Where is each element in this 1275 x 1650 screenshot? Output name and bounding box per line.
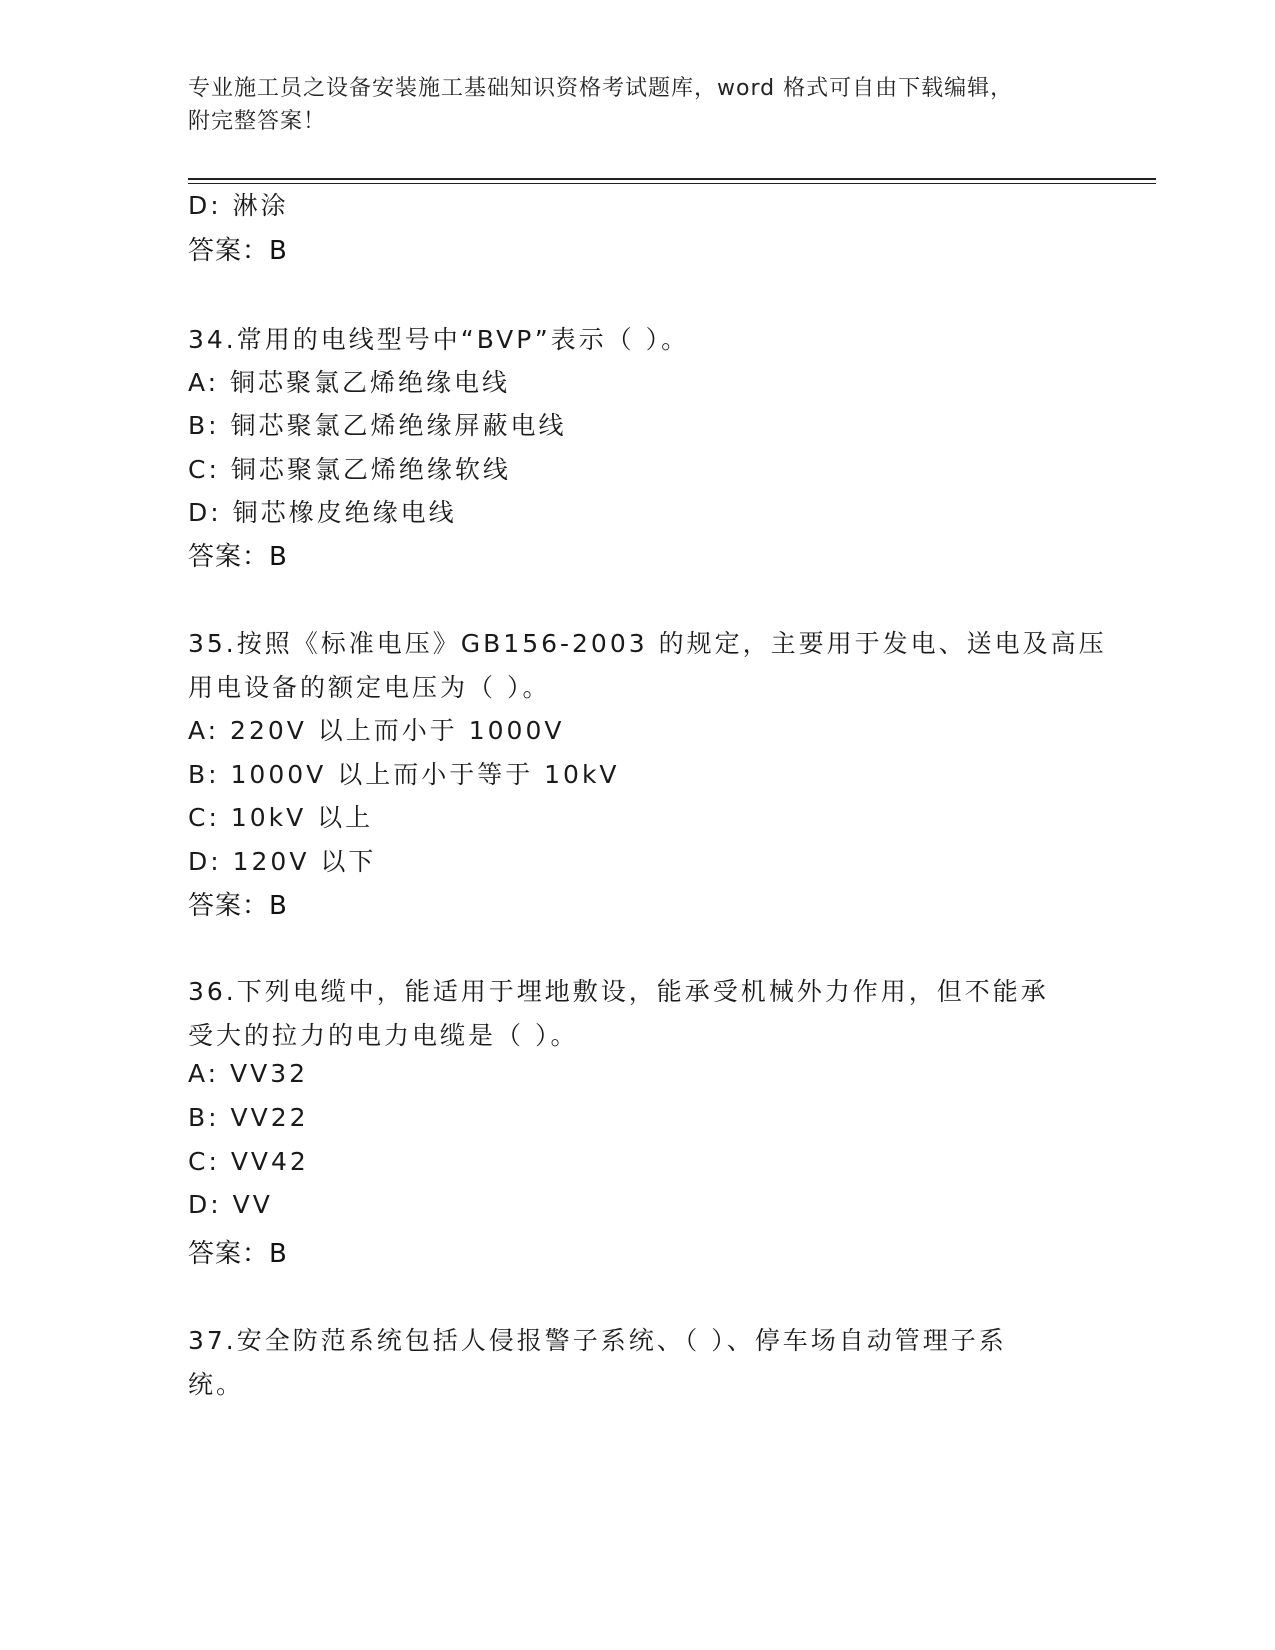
q34-answer: 答案：B bbox=[188, 542, 288, 572]
q33-option-d: D: 淋涂 bbox=[188, 191, 289, 220]
q36-option-d: D: VV bbox=[188, 1190, 273, 1219]
q36-answer: 答案：B bbox=[188, 1239, 288, 1269]
q35-option-d: D: 120V 以下 bbox=[188, 847, 377, 876]
q35-option-b: B: 1000V 以上而小于等于 10kV bbox=[188, 760, 620, 789]
q37-stem-line-1: 37.安全防范系统包括人侵报警子系统、（ ）、停车场自动管理子系 bbox=[188, 1326, 1007, 1355]
q34-option-b: B: 铜芯聚氯乙烯绝缘屏蔽电线 bbox=[188, 411, 567, 440]
document-header bbox=[188, 72, 1088, 138]
q36-option-a: A: VV32 bbox=[188, 1059, 309, 1088]
q33-answer: 答案：B bbox=[188, 236, 288, 266]
q37-stem-line-2: 统。 bbox=[188, 1370, 245, 1399]
q36-stem-line-2: 受大的拉力的电力电缆是（ ）。 bbox=[188, 1021, 579, 1050]
q36-option-c: C: VV42 bbox=[188, 1147, 309, 1176]
header-title-line-1: 专业施工员之设备安装施工基础知识资格考试题库，word 格式可自由下载编辑， bbox=[188, 76, 1014, 101]
q35-answer: 答案：B bbox=[188, 891, 288, 921]
q35-option-c: C: 10kV 以上 bbox=[188, 803, 374, 832]
header-divider-thin bbox=[188, 183, 1156, 184]
header-divider-thick bbox=[188, 178, 1156, 180]
q36-option-b: B: VV22 bbox=[188, 1103, 309, 1132]
header-title-line-2: 附完整答案！ bbox=[188, 109, 327, 134]
q34-option-c: C: 铜芯聚氯乙烯绝缘软线 bbox=[188, 455, 511, 484]
q35-stem-line-2: 用电设备的额定电压为（ ）。 bbox=[188, 673, 551, 702]
q36-stem-line-1: 36.下列电缆中，能适用于埋地敷设，能承受机械外力作用，但不能承 bbox=[188, 977, 1049, 1006]
q34-option-d: D: 铜芯橡皮绝缘电线 bbox=[188, 498, 457, 527]
q34-stem: 34.常用的电线型号中“BVP”表示（ ）。 bbox=[188, 325, 690, 354]
q34-option-a: A: 铜芯聚氯乙烯绝缘电线 bbox=[188, 368, 511, 397]
q35-option-a: A: 220V 以上而小于 1000V bbox=[188, 716, 565, 745]
q35-stem-line-1: 35.按照《标准电压》GB156-2003 的规定，主要用于发电、送电及高压 bbox=[188, 629, 1107, 658]
